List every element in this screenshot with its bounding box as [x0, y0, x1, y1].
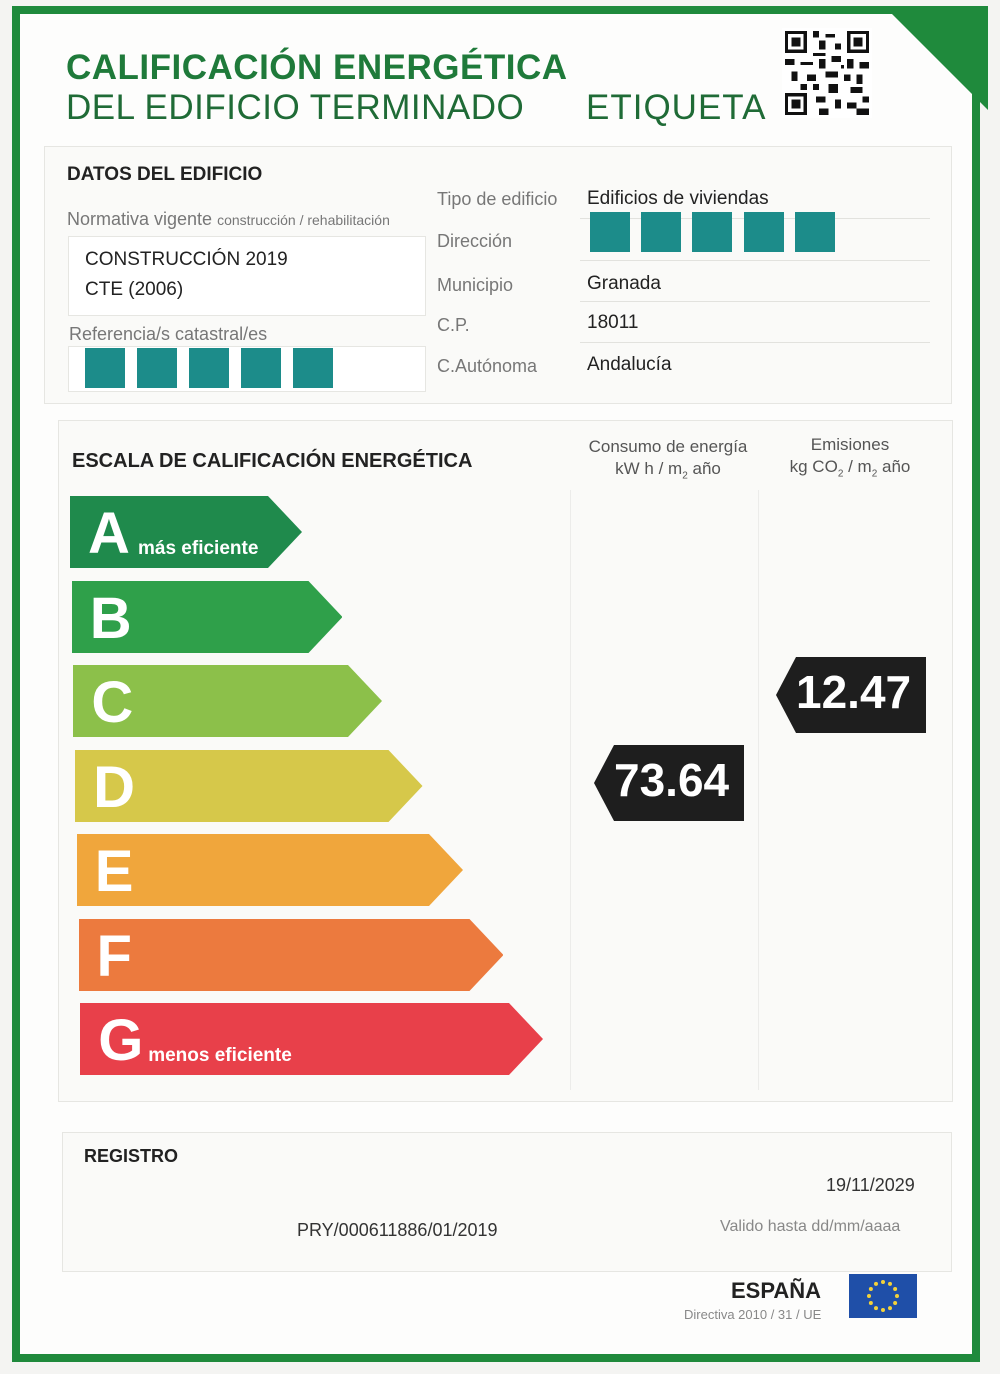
- column-divider: [570, 490, 571, 1090]
- energy-class-letter: G: [98, 1008, 144, 1073]
- qr-code-icon: [782, 28, 872, 118]
- redaction-block: [137, 348, 177, 388]
- registro-number: PRY/000611886/01/2019: [297, 1220, 498, 1240]
- energy-class-sublabel: menos eficiente: [148, 1045, 292, 1066]
- field-label-cp: C.P.: [437, 315, 470, 335]
- registro-heading: REGISTRO: [84, 1146, 179, 1166]
- title-line-1: CALIFICACIÓN ENERGÉTICA: [66, 48, 568, 87]
- redaction-block: [85, 348, 125, 388]
- energy-class-sublabel: más eficiente: [138, 538, 259, 559]
- scale-heading: ESCALA DE CALIFICACIÓN ENERGÉTICA: [72, 450, 473, 472]
- field-value-tipo: Edificios de viviendas: [587, 188, 769, 209]
- field-label-direccion: Dirección: [437, 231, 513, 251]
- eu-star: [874, 1306, 878, 1310]
- field-label-autonoma: C.Autónoma: [437, 356, 538, 376]
- eu-star: [881, 1280, 885, 1284]
- eu-star: [888, 1306, 892, 1310]
- corner-triangle: [884, 6, 988, 110]
- valid-date: 19/11/2029: [826, 1175, 915, 1195]
- directive-label: Directiva 2010 / 31 / UE: [684, 1307, 822, 1322]
- normativa-sublabel: construcción / rehabilitación: [217, 212, 390, 228]
- row-divider: [580, 260, 930, 261]
- etiqueta-label: ETIQUETA: [586, 88, 767, 127]
- normativa-value-2: CTE (2006): [85, 279, 184, 300]
- energy-class-bar-a: [70, 496, 302, 568]
- energy-class-arrow-f: [79, 919, 504, 991]
- consumo-header: Consumo de energía kW h / $m_2$ año: [588, 437, 748, 482]
- energy-class-bar-e: [77, 834, 463, 906]
- emisiones-value: 12.47: [796, 666, 912, 718]
- redaction-block: [795, 212, 835, 252]
- consumo-value: 73.64: [614, 754, 730, 806]
- row-divider: [580, 342, 930, 343]
- eu-star: [888, 1282, 892, 1286]
- energy-class-letter: D: [93, 754, 135, 820]
- registro-panel: [62, 1132, 952, 1272]
- energy-class-letter: E: [94, 839, 134, 904]
- redaction-block: [241, 348, 281, 388]
- field-label-municipio: Municipio: [437, 275, 514, 295]
- building-data-heading: DATOS DEL EDIFICIO: [67, 164, 263, 185]
- field-label-tipo: Tipo de edificio: [437, 189, 558, 209]
- eu-star: [874, 1282, 878, 1286]
- energy-class-letter: C: [91, 670, 134, 735]
- eu-star: [893, 1287, 897, 1291]
- redaction-block: [590, 212, 630, 252]
- energy-class-letter: F: [96, 923, 132, 989]
- redaction-block: [692, 212, 732, 252]
- emisiones-value-tag: [776, 657, 926, 733]
- energy-class-bar-d: [75, 750, 423, 822]
- energy-class-bar-f: [79, 919, 504, 991]
- redaction-block: [189, 348, 229, 388]
- eu-star: [881, 1308, 885, 1312]
- normativa-value-1: CONSTRUCCIÓN 2019: [85, 249, 288, 270]
- country-label: ESPAÑA: [731, 1278, 822, 1303]
- eu-star: [867, 1294, 871, 1298]
- valid-label: Valido hasta dd/mm/aaaa: [720, 1218, 901, 1235]
- eu-star: [895, 1294, 899, 1298]
- eu-star: [869, 1287, 873, 1291]
- energy-class-bar-b: [72, 581, 343, 653]
- redaction-block: [293, 348, 333, 388]
- normativa-label: Normativa vigente construcción / rehabilitación: [67, 209, 390, 229]
- field-value-autonoma: Andalucía: [587, 354, 672, 375]
- row-divider: [580, 301, 930, 302]
- eu-star: [893, 1301, 897, 1305]
- redaction-block: [744, 212, 784, 252]
- field-value-cp: 18011: [587, 312, 639, 333]
- column-divider: [758, 490, 759, 1090]
- consumo-value-tag: [594, 745, 744, 821]
- energy-class-letter: B: [89, 585, 132, 651]
- referencia-label: Referencia/s catastral/es: [69, 324, 268, 344]
- energy-class-bar-g: [80, 1003, 543, 1075]
- title-line-2: DEL EDIFICIO TERMINADO: [66, 88, 525, 127]
- eu-star: [869, 1301, 873, 1305]
- emisiones-header: Emisiones kg $CO_2 / m_2$ año: [789, 435, 911, 480]
- eu-flag-icon: [849, 1274, 917, 1318]
- normativa-box: [68, 236, 426, 316]
- energy-class-letter: A: [88, 501, 130, 566]
- energy-class-arrow-e: [77, 834, 463, 906]
- energy-class-bar-c: [73, 665, 382, 737]
- field-value-municipio: Granada: [587, 273, 661, 294]
- redaction-block: [641, 212, 681, 252]
